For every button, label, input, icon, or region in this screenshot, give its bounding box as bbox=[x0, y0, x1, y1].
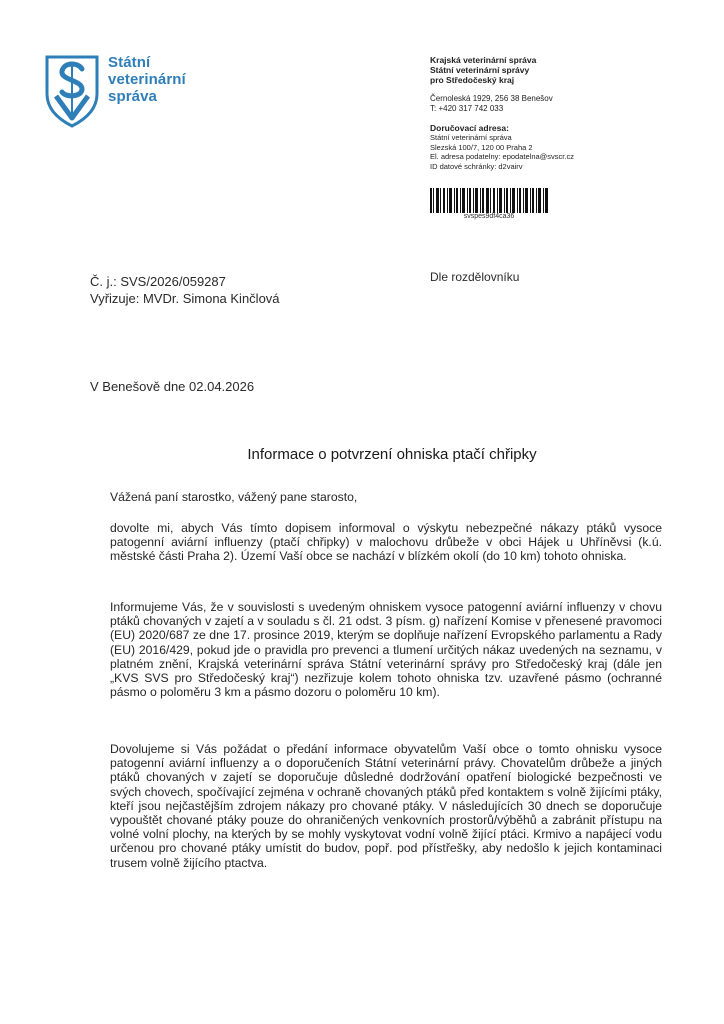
delivery-databox-id: ID datové schránky: d2vairv bbox=[430, 161, 523, 171]
delivery-email: El. adresa podatelny: epodatelna@svscr.cz bbox=[430, 152, 574, 161]
sender-block bbox=[430, 55, 670, 171]
sender-address: Černoleská 1929, 256 38 Benešov bbox=[430, 94, 553, 103]
barcode bbox=[430, 188, 548, 213]
sender-org-line: Státní veterinární správy bbox=[430, 65, 530, 75]
logo-line: správa bbox=[108, 88, 157, 105]
logo bbox=[44, 54, 214, 134]
logo-line: Státní bbox=[108, 54, 151, 71]
sender-org-line: pro Středočeský kraj bbox=[430, 75, 515, 85]
letter-title: Informace o potvrzení ohniska ptačí chřipky bbox=[247, 446, 537, 463]
handled-by: Vyřizuje: MVDr. Simona Kinčlová bbox=[90, 291, 280, 306]
case-number: Č. j.: SVS/2026/059287 bbox=[90, 274, 226, 289]
paragraph: dovolte mi, abych Vás tímto dopisem informoval o výskytu nebezpečné nákazy ptáků vysoce patogenní aviární influenzy (ptačí chřipky) v malochovu drůbeže v obci Hájek u Uhříněvsi (k.ú. městské části Praha 2). Území Vaší obce se nachází v blízkém okolí (do 10 km) tohoto ohniska. bbox=[110, 521, 662, 564]
svs-shield-icon bbox=[44, 54, 100, 128]
reference-block bbox=[90, 273, 280, 307]
barcode-label: svspes9df4ca36 bbox=[463, 213, 515, 220]
paragraph: Informujeme Vás, že v souvislosti s uvedeným ohniskem vysoce patogenní aviární influenzy v chovu ptáků chovaných v zajetí a v souladu s čl. 21 odst. 3 písm. g) nařízení Komise v přenesené pravomoci (EU) 2020/687 ze dne 17. prosince 2019, kterým se doplňuje nařízení Evropského parlamentu a Rady (EU) 2016/429, pokud jde o pravidla pro prevenci a tlumení určitých nákaz uvedených na seznamu, v platném znění, Krajská veterinární správa Státní veterinární správy pro Středočeský kraj (dále jen „KVS SVS pro Středočeský kraj“) nezřizuje kolem tohoto ohniska tzv. uzavřené pásmo (ochranné pásmo o poloměru 3 km a pásmo dozoru o poloměru 10 km). bbox=[110, 600, 662, 700]
recipient: Dle rozdělovníku bbox=[430, 270, 520, 284]
sender-phone: T: +420 317 742 033 bbox=[430, 104, 504, 113]
delivery-heading: Doručovací adresa: bbox=[430, 123, 509, 133]
delivery-line: Státní veterinární správa bbox=[430, 133, 512, 142]
delivery-line: Slezská 100/7, 120 00 Praha 2 bbox=[430, 142, 533, 152]
logo-text bbox=[108, 54, 186, 105]
logo-line: veterinární bbox=[108, 71, 186, 88]
sender-org-line: Krajská veterinární správa bbox=[430, 55, 537, 65]
greeting: Vážená paní starostko, vážený pane starosto, bbox=[110, 490, 358, 504]
date-line: V Benešově dne 02.04.2026 bbox=[90, 379, 255, 394]
paragraph: Dovolujeme si Vás požádat o předání informace obyvatelům Vaší obce o tomto ohnisku vysoce patogenní aviární influenzy a o doporučeních Státní veterinární právy. Chovatelům drůbeže a jiných ptáků chovaných v zajetí se doporučuje důsledné dodržování opatření biologické bezpečnosti ve svých chovech, spočívající zejména v ochraně chovaných ptáků před kontaktem s volně žijícími ptáky, kteří jsou nejčastějším zdrojem nákazy pro chované ptáky. V následujících 30 dnech se doporučuje vypouštět chované ptáky pouze do ohraničených venkovních prostorů/výběhů a zabránit přístupu na volné volní plochy, na kterých by se mohly vyskytovat vodní volně žijící ptáci. Krmivo a napájecí vodu určenou pro chované ptáky umístit do budov, popř. pod přístřešky, aby nedošlo k jejich kontaminaci trusem volně žijícího ptactva. bbox=[110, 742, 662, 870]
